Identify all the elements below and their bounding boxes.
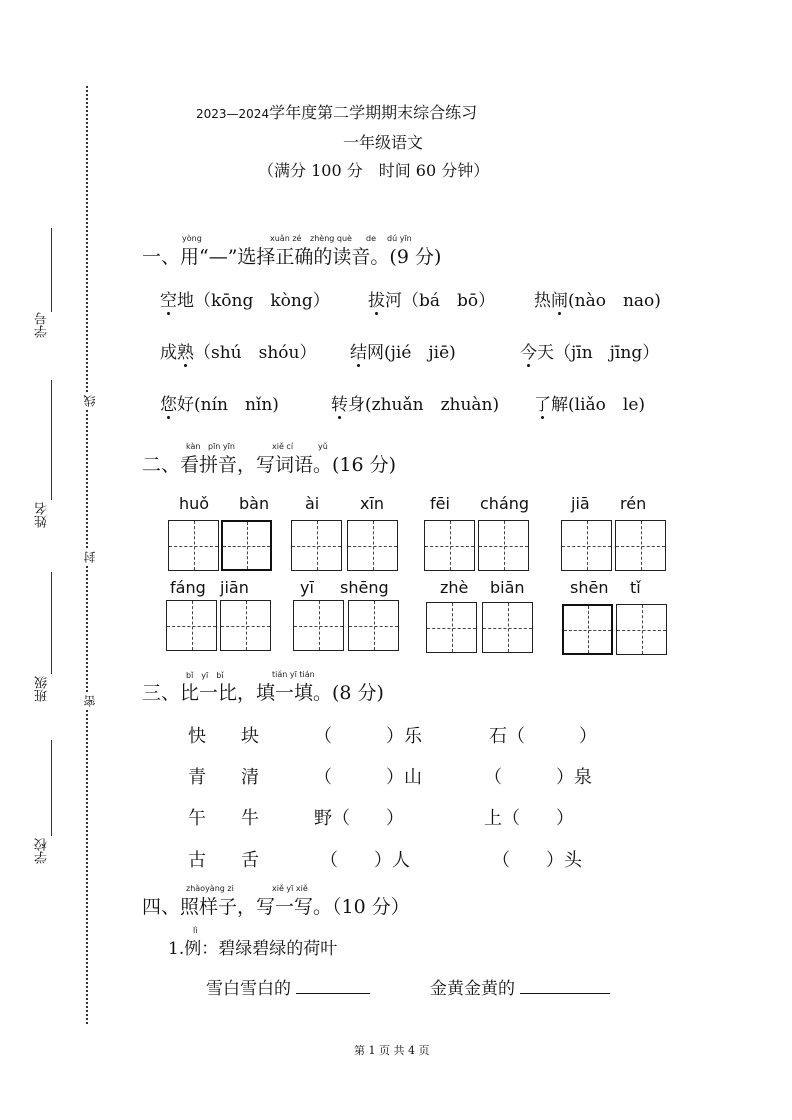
word-pinyin: zhè: [440, 578, 469, 597]
writing-grid[interactable]: [348, 600, 399, 651]
class-label: 班级: [35, 676, 50, 702]
pinyin-zhaoyangzi: zhàoyàng zi: [186, 884, 234, 893]
word-pinyin: biān: [490, 578, 525, 597]
compare-char: 舌: [241, 850, 259, 871]
writing-grid[interactable]: [166, 600, 217, 651]
pinyin-duyin: dú yīn: [387, 234, 412, 243]
word-pinyin: rén: [620, 494, 647, 513]
sec1-item-text: 天（jīn jīng）: [537, 343, 660, 363]
section-1-title: 一、用“—”选择正确的读音。(9 分): [142, 246, 442, 268]
pinyin-yu: yǔ: [318, 442, 328, 451]
writing-grid[interactable]: [424, 520, 475, 571]
pinyin-xieci: xiě cí: [272, 442, 294, 451]
sec1-item: 您好(nín nǐn): [160, 395, 279, 415]
exam-term: 学年度第二学期期末综合练习: [269, 103, 478, 122]
fill-a-label: 雪白雪白的: [206, 979, 291, 999]
word-pinyin: yī: [300, 578, 314, 597]
sec1-item-text: 解(liǎo le): [551, 395, 646, 415]
fill-blank[interactable]: （ ）乐: [314, 726, 422, 747]
writing-grid[interactable]: [562, 604, 613, 655]
writing-grid[interactable]: [221, 520, 272, 571]
fill-blank[interactable]: （ ）人: [320, 850, 410, 871]
word-pinyin: huǒ: [179, 494, 210, 513]
sec1-item-text: 河（bá bō）: [385, 291, 496, 311]
writing-grid[interactable]: [478, 520, 529, 571]
example-sentence: 1.例：碧绿碧绿的荷叶: [168, 939, 338, 959]
seal-mark-mi: 密: [81, 692, 93, 710]
exam-score-time: （满分 100 分 时间 60 分钟）: [258, 161, 490, 180]
sec1-item-text: （shú shóu）: [194, 343, 317, 363]
compare-char: 古: [188, 850, 206, 871]
exam-title: [196, 100, 477, 123]
writing-grid[interactable]: [615, 520, 666, 571]
word-pinyin: cháng: [480, 494, 530, 513]
fill-blank[interactable]: 石（ ）: [489, 726, 597, 747]
pinyin-xuanze: xuǎn zé: [270, 234, 302, 243]
sec1-item: 今天（jīn jīng）: [520, 343, 660, 363]
class-field[interactable]: [51, 572, 52, 674]
sec1-item: 热闹(nào nao): [534, 291, 661, 311]
pinyin-pinyin: pīn yīn: [208, 442, 235, 451]
school-field[interactable]: [51, 740, 52, 836]
school-year: 2023—2024: [196, 107, 270, 121]
word-pinyin: shēn: [570, 578, 609, 597]
pinyin-biyibi: bǐ yī bǐ: [186, 671, 224, 680]
section-3-title: 三、比一比，填一填。(8 分): [142, 682, 384, 704]
student-id-label: 学号: [35, 312, 50, 338]
writing-grid[interactable]: [616, 604, 667, 655]
fill-blank[interactable]: （ ）山: [314, 767, 422, 788]
word-pinyin: tǐ: [630, 578, 641, 597]
writing-grid[interactable]: [426, 602, 477, 653]
sec1-item-text: 身(zhuǎn zhuàn): [348, 395, 500, 415]
sec1-item: 结网(jié jiē): [350, 343, 456, 363]
name-field[interactable]: [51, 380, 52, 500]
pinyin-kan: kàn: [186, 442, 201, 451]
word-pinyin: jiā: [571, 494, 590, 513]
sec1-item: 了解(liǎo le): [534, 395, 646, 415]
compare-char: 青: [188, 767, 206, 788]
seal-mark-feng: 封: [81, 548, 93, 566]
word-pinyin: bàn: [239, 494, 270, 513]
page-number: 第 1 页 共 4 页: [354, 1044, 430, 1057]
word-pinyin: jiān: [220, 578, 249, 597]
sec1-item: 转身(zhuǎn zhuàn): [331, 395, 500, 415]
compare-char: 清: [241, 767, 259, 788]
writing-grid[interactable]: [347, 520, 398, 571]
section-2-title: 二、看拼音，写词语。(16 分): [142, 454, 397, 476]
word-pinyin: xīn: [360, 494, 385, 513]
sec1-item-text: 好(nín nǐn): [177, 395, 279, 415]
fill-b-label: 金黄金黄的: [430, 979, 515, 999]
fill-item-a: [206, 974, 370, 999]
compare-char: 快: [188, 726, 206, 747]
word-pinyin: fēi: [430, 494, 450, 513]
pinyin-de: de: [366, 234, 376, 243]
pinyin-tianyitian: tián yī tián: [272, 670, 315, 679]
fill-blank[interactable]: 野（ ）: [314, 808, 404, 829]
name-label: 姓名: [35, 502, 50, 528]
fill-blank[interactable]: 上（ ）: [484, 808, 574, 829]
sec1-item-text: 网(jié jiē): [367, 343, 456, 363]
word-pinyin: shēng: [340, 578, 389, 597]
writing-grid[interactable]: [220, 600, 271, 651]
sec1-item-text: (nào nao): [568, 291, 661, 311]
writing-grid[interactable]: [482, 602, 533, 653]
writing-grid[interactable]: [291, 520, 342, 571]
student-id-field[interactable]: [51, 228, 52, 312]
writing-grid[interactable]: [293, 600, 344, 651]
word-pinyin: ài: [305, 494, 320, 513]
sec1-item: 成熟（shú shóu）: [160, 343, 317, 363]
pinyin-yong: yòng: [182, 234, 202, 243]
pinyin-li: lì: [193, 926, 198, 935]
sec1-item-text: 地（kōng kòng）: [177, 291, 330, 311]
answer-blank-a[interactable]: [296, 977, 370, 994]
pinyin-zhengque: zhèng què: [310, 234, 352, 243]
fill-blank[interactable]: （ ）头: [492, 850, 582, 871]
pinyin-xieyixie: xiě yī xiě: [272, 884, 308, 893]
section-4-title: 四、照样子，写一写。（10 分）: [142, 896, 410, 918]
exam-subject: 一年级语文: [343, 133, 424, 152]
school-label: 学校: [35, 838, 50, 864]
compare-char: 午: [188, 808, 206, 829]
fill-item-b: [430, 974, 610, 999]
compare-char: 块: [241, 726, 259, 747]
sec1-item: 拔河（bá bō）: [368, 291, 496, 311]
seal-mark-xian: 线: [81, 392, 93, 410]
answer-blank-b[interactable]: [520, 977, 610, 994]
sec1-item: 空地（kōng kòng）: [160, 291, 330, 311]
writing-grid[interactable]: [168, 520, 219, 571]
writing-grid[interactable]: [561, 520, 612, 571]
compare-char: 牛: [241, 808, 259, 829]
fill-blank[interactable]: （ ）泉: [484, 767, 592, 788]
word-pinyin: fáng: [170, 578, 206, 597]
